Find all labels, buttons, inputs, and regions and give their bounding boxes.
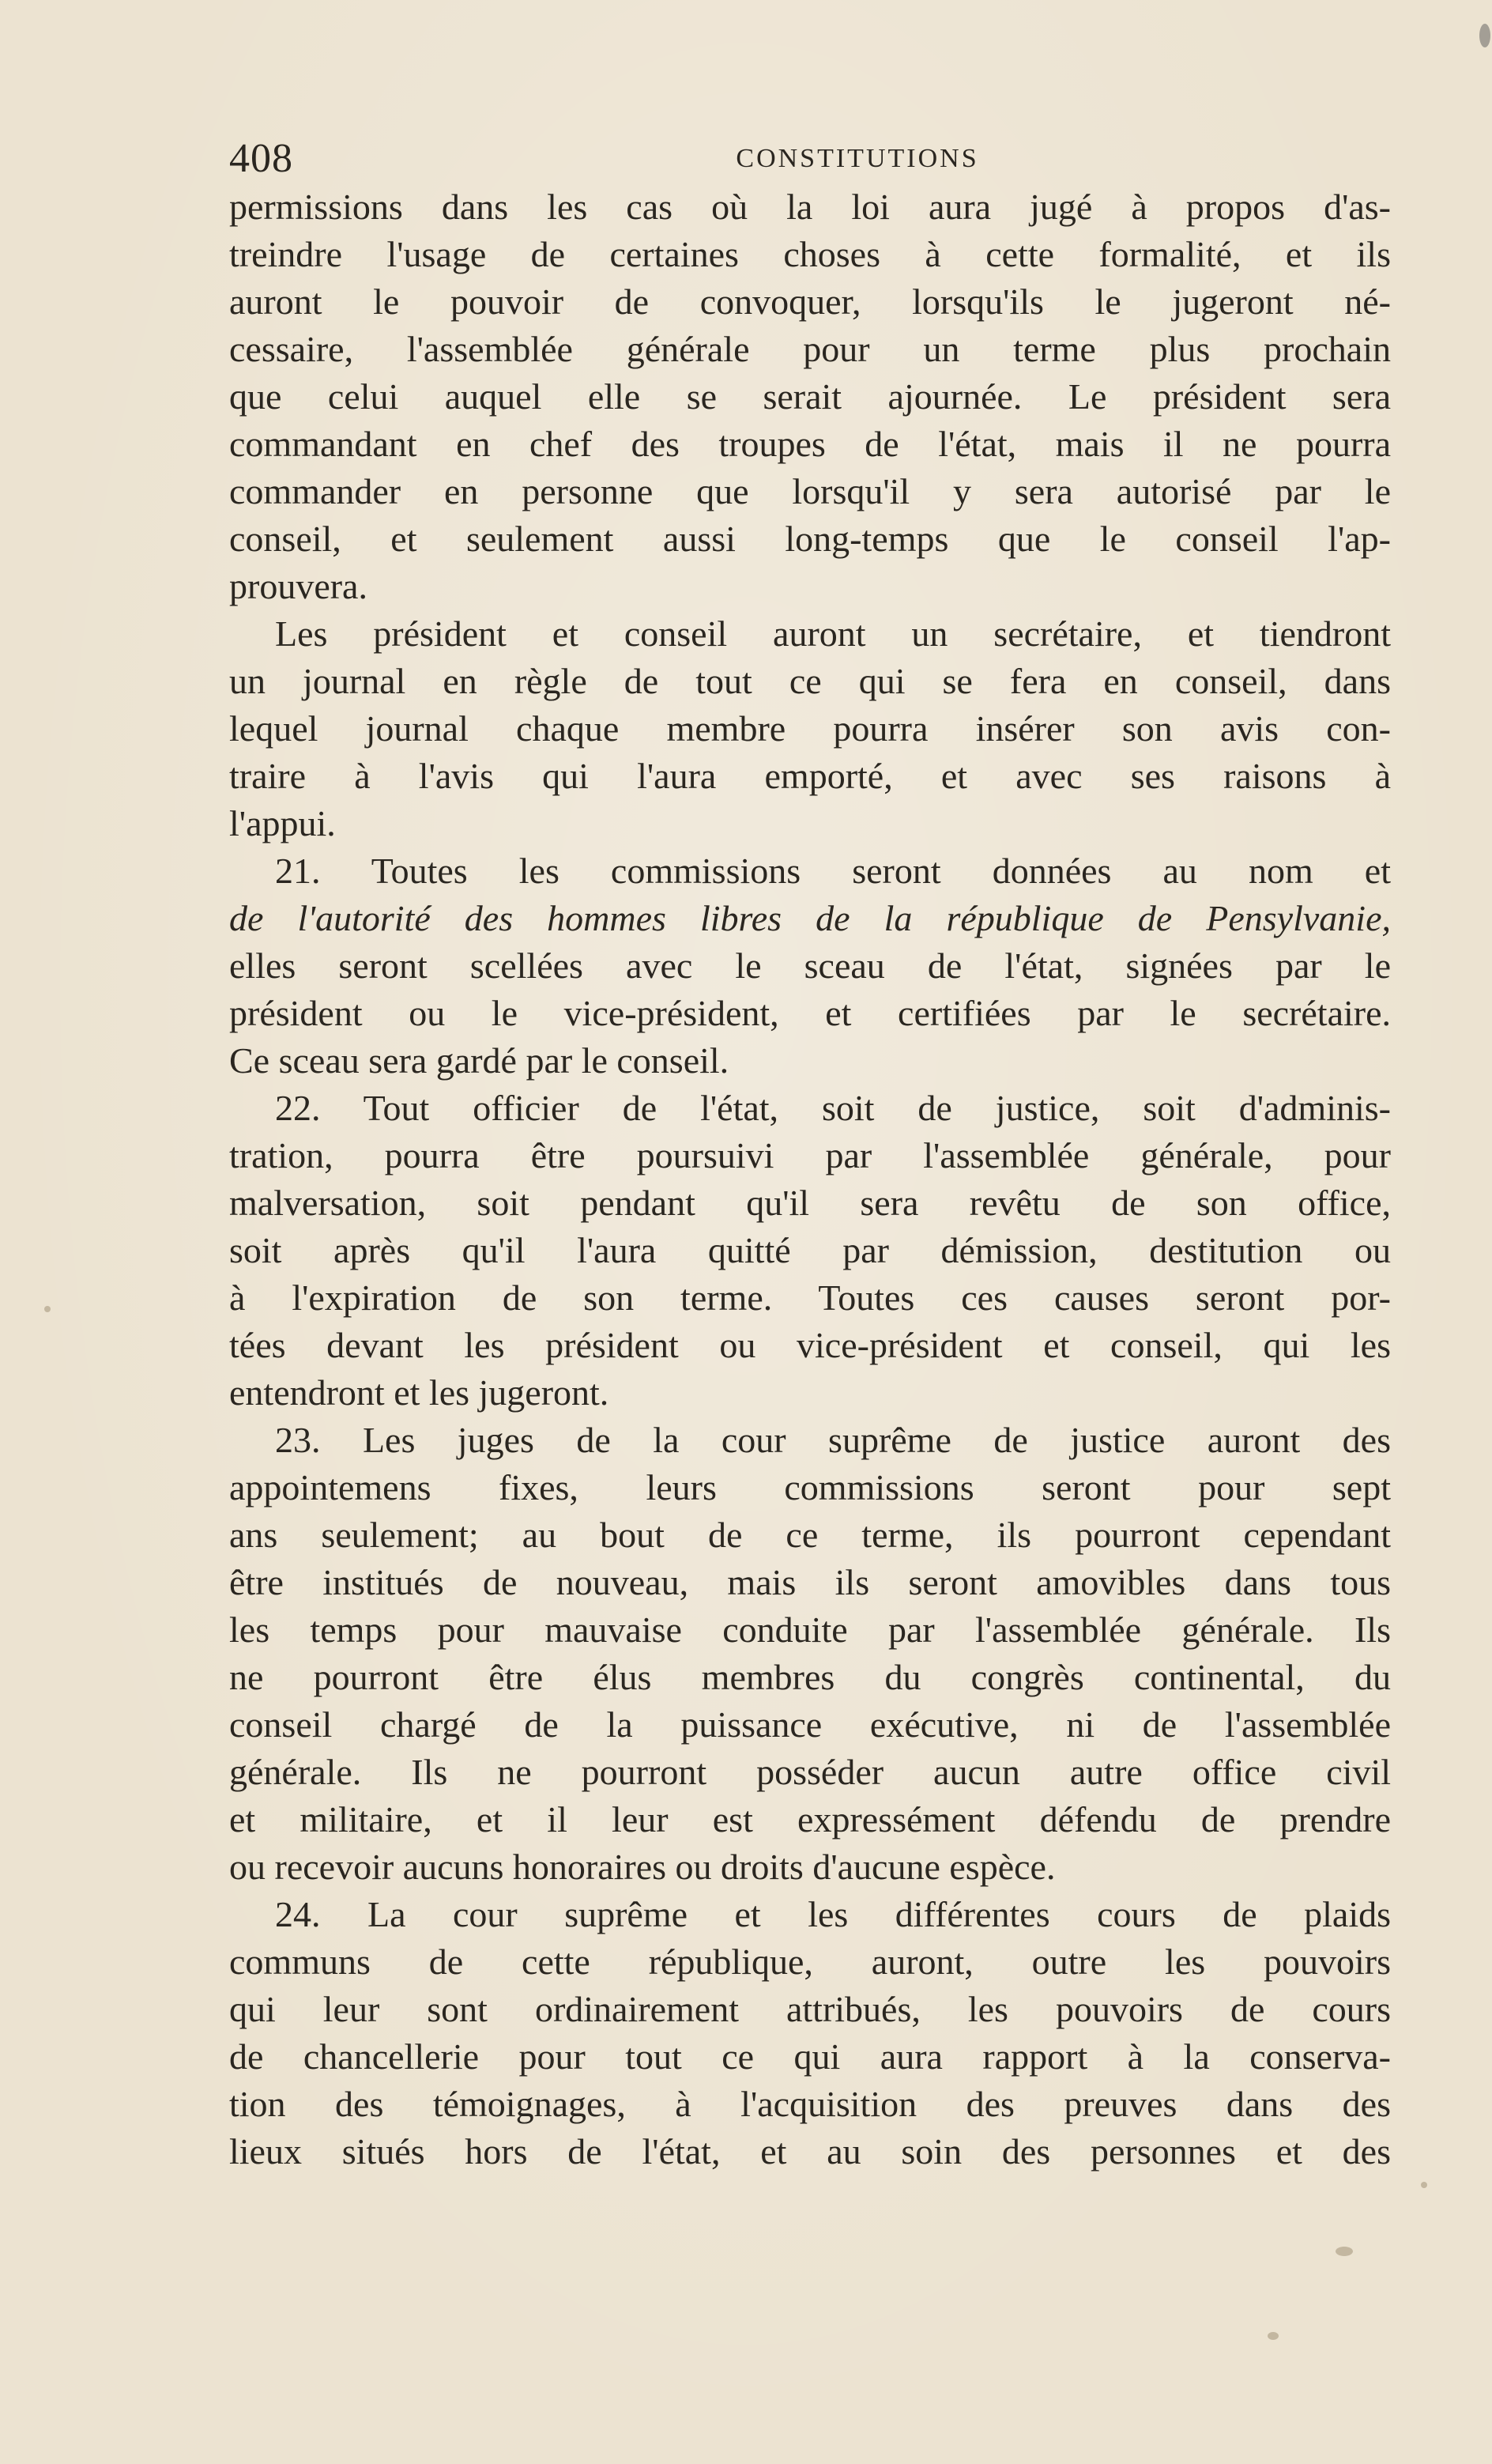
page-text-block	[229, 134, 1391, 2175]
text-line: tration, pourra être poursuivi par l'assemblée générale, pour	[229, 1135, 1391, 1175]
paper-speck	[1421, 2182, 1427, 2188]
text-line: prouvera.	[229, 566, 367, 606]
text-line: lieux situés hors de l'état, et au soin des personnes et des	[229, 2131, 1391, 2172]
paragraph	[229, 610, 1391, 847]
page-header	[229, 134, 1391, 183]
text-line: un journal en règle de tout ce qui se fera en conseil, dans	[229, 661, 1391, 701]
italic-text: de l'autorité des hommes libres de la république de Pensylvanie,	[229, 898, 1391, 938]
page-number: 408	[229, 136, 293, 181]
paragraph-article-21	[229, 847, 1391, 1085]
text-line: les temps pour mauvaise conduite par l'assemblée générale. Ils	[229, 1609, 1391, 1650]
text-line: malversation, soit pendant qu'il sera revêtu de son office,	[229, 1183, 1391, 1223]
text-line: et militaire, et il leur est expressément défendu de prendre	[229, 1799, 1391, 1840]
text-line: tion des témoignages, à l'acquisition des preuves dans des	[229, 2084, 1391, 2124]
text-line: appointemens fixes, leurs commissions seront pour sept	[229, 1467, 1391, 1507]
text-line: Les président et conseil auront un secrétaire, et tiendront	[275, 613, 1391, 654]
text-line: lequel journal chaque membre pourra insérer son avis con-	[229, 708, 1391, 749]
paper-speck	[44, 1306, 51, 1312]
text-line: traire à l'avis qui l'aura emporté, et avec ses raisons à	[229, 756, 1391, 796]
paper-speck	[1336, 2247, 1353, 2256]
text-line: l'appui.	[229, 803, 336, 843]
text-line: ne pourront être élus membres du congrès continental, du	[229, 1657, 1391, 1697]
text-line: Ce sceau sera gardé par le conseil.	[229, 1040, 729, 1081]
text-line: elles seront scellées avec le sceau de l'état, signées par le	[229, 945, 1391, 986]
paragraph	[229, 183, 1391, 610]
text-line: cessaire, l'assemblée générale pour un terme plus prochain	[229, 329, 1391, 369]
paragraph-article-24	[229, 1891, 1391, 2175]
text-line: ou recevoir aucuns honoraires ou droits d'aucune espèce.	[229, 1847, 1056, 1887]
text-line: de chancellerie pour tout ce qui aura rapport à la conserva-	[229, 2036, 1391, 2077]
text-line: à l'expiration de son terme. Toutes ces causes seront por-	[229, 1277, 1391, 1318]
text-line: auront le pouvoir de convoquer, lorsqu'ils le jugeront né-	[229, 281, 1391, 322]
paragraph-article-23	[229, 1417, 1391, 1891]
text-line: générale. Ils ne pourront posséder aucun autre office civil	[229, 1752, 1391, 1792]
text-line: 23. Les juges de la cour suprême de justice auront des	[275, 1420, 1391, 1460]
text-line: commander en personne que lorsqu'il y sera autorisé par le	[229, 471, 1391, 511]
text-line: tées devant les président ou vice-président et conseil, qui les	[229, 1325, 1391, 1365]
text-line: qui leur sont ordinairement attribués, les pouvoirs de cours	[229, 1989, 1391, 2029]
text-line: permissions dans les cas où la loi aura jugé à propos d'as-	[229, 187, 1391, 227]
paper-speck	[1268, 2332, 1279, 2340]
text-line: président ou le vice-président, et certifiées par le secrétaire.	[229, 993, 1391, 1033]
text-line: être institués de nouveau, mais ils seront amovibles dans tous	[229, 1562, 1391, 1602]
text-line: commandant en chef des troupes de l'état, mais il ne pourra	[229, 424, 1391, 464]
text-line: 22. Tout officier de l'état, soit de justice, soit d'adminis-	[275, 1088, 1391, 1128]
paragraph-article-22	[229, 1085, 1391, 1417]
text-line-italic	[229, 895, 1391, 942]
text-line: conseil chargé de la puissance exécutive, ni de l'assemblée	[229, 1704, 1391, 1745]
text-line: treindre l'usage de certaines choses à cette formalité, et ils	[229, 234, 1391, 274]
text-line: ans seulement; au bout de ce terme, ils pourront cependant	[229, 1515, 1391, 1555]
paper-speck	[1479, 24, 1490, 47]
text-line: conseil, et seulement aussi long-temps que le conseil l'ap-	[229, 519, 1391, 559]
text-line: 21. Toutes les commissions seront données au nom et	[275, 851, 1391, 891]
text-line: que celui auquel elle se serait ajournée. Le président sera	[229, 376, 1391, 417]
text-line: 24. La cour suprême et les différentes cours de plaids	[275, 1894, 1391, 1934]
running-head: CONSTITUTIONS	[736, 144, 979, 173]
text-line: soit après qu'il l'aura quitté par démission, destitution ou	[229, 1230, 1391, 1270]
text-line: communs de cette république, auront, outre les pouvoirs	[229, 1941, 1391, 1982]
text-line: entendront et les jugeront.	[229, 1372, 609, 1413]
